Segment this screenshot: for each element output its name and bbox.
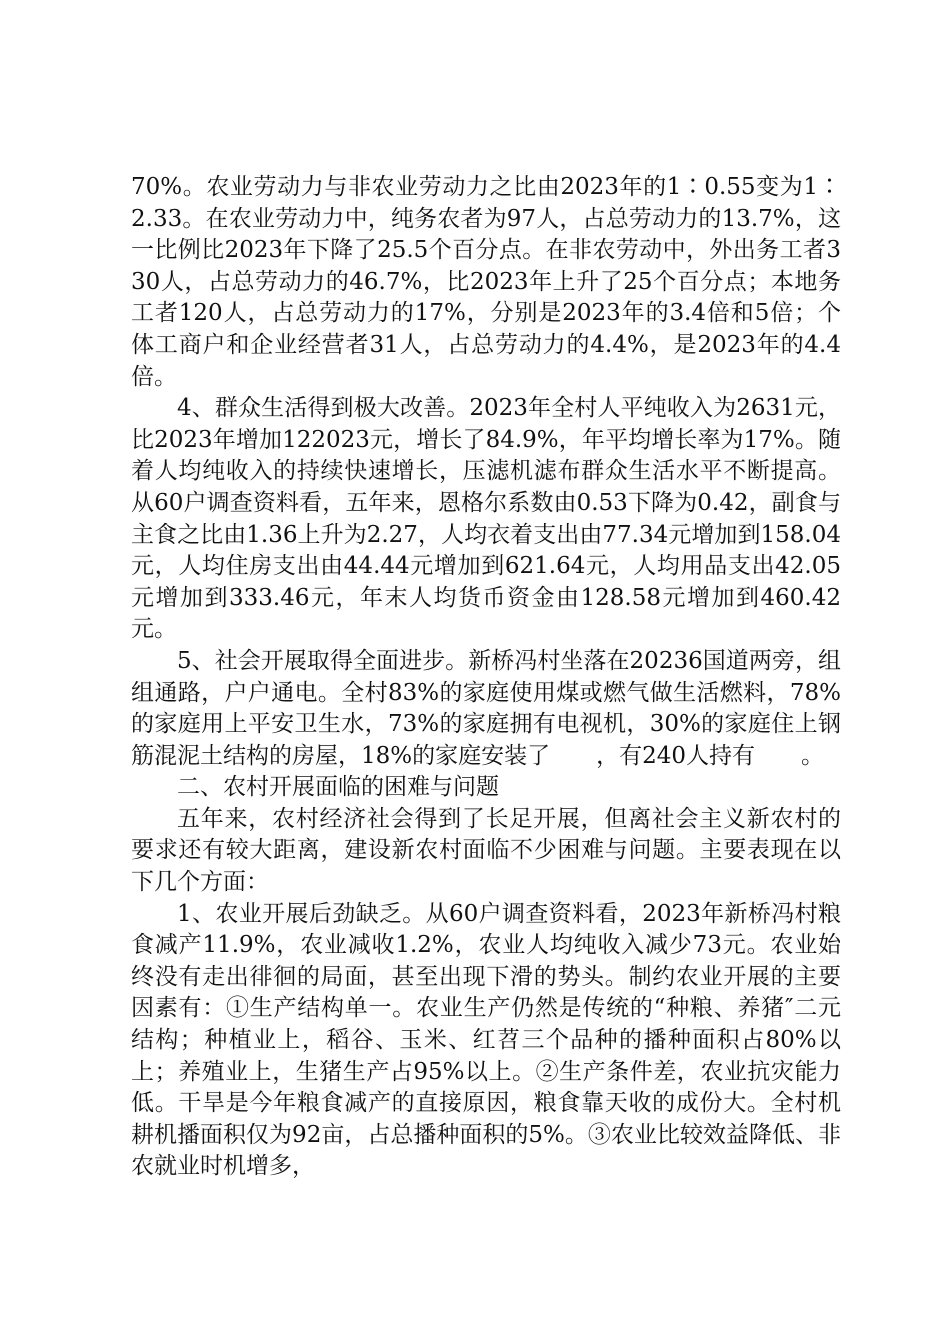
paragraph-social-progress: 5、社会开展取得全面进步。新桥冯村坐落在20236国道两旁，组组通路，户户通电。全村83%的家庭使用煤或燃气做生活燃料，78%的家庭用上平安卫生水，73%的家庭拥有电视机，30%的家庭住上钢筋混泥土结构的房屋，18%的家庭安装了 ，有240人持有 。 bbox=[131, 647, 841, 769]
document-body bbox=[131, 172, 841, 1183]
paragraph-labor-ratio: 70%。农业劳动力与非农业劳动力之比由2023年的1∶0.55变为1∶2.33。在农业劳动力中，纯务农者为97人，占总劳动力的13.7%，这一比例比2023年下降了25.5个百分点。在非农劳动中，外出务工者330人，占总劳动力的46.7%，比2023年上升了25个百分点；本地务工者120人，占总劳动力的17%，分别是2023年的3.4倍和5倍；个体工商户和企业经营者31人，占总劳动力的4.4%，是2023年的4.4倍。 bbox=[131, 174, 841, 390]
section-heading-difficulties: 二、农村开展面临的困难与问题 bbox=[177, 774, 499, 801]
paragraph-agriculture-lacking: 1、农业开展后劲缺乏。从60户调查资料看，2023年新桥冯村粮食减产11.9%，农业减收1.2%，农业人均纯收入减少73元。农业始终没有走出徘徊的局面，甚至出现下滑的势头。制约农业开展的主要因素有：①生产结构单一。农业生产仍然是传统的“种粮、养猪″二元结构；种植业上，稻谷、玉米、红苕三个品种的播种面积占80%以上；养殖业上，生猪生产占95%以上。②生产条件差，农业抗灾能力低。干旱是今年粮食减产的直接原因，粮食靠天收的成份大。全村机耕机播面积仅为92亩，占总播种面积的5%。③农业比较效益降低、非农就业时机增多， bbox=[131, 900, 841, 1180]
paragraph-living-improvement: 4、群众生活得到极大改善。2023年全村人平纯收入为2631元，比2023年增加122023元，增长了84.9%，年平均增长率为17%。随着人均纯收入的持续快速增长，压滤机滤布群众生活水平不断提高。从60户调查资料看，五年来，恩格尔系数由0.53下降为0.42，副食与主食之比由1.36上升为2.27，人均衣着支出由77.34元增加到158.04元，人均住房支出由44.44元增加到621.64元，人均用品支出42.05元增加到333.46元，年末人均货币资金由128.58元增加到460.42元。 bbox=[131, 395, 841, 643]
paragraph-five-years-summary: 五年来，农村经济社会得到了长足开展，但离社会主义新农村的要求还有较大距离，建设新农村面临不少困难与问题。主要表现在以下几个方面： bbox=[131, 805, 841, 896]
